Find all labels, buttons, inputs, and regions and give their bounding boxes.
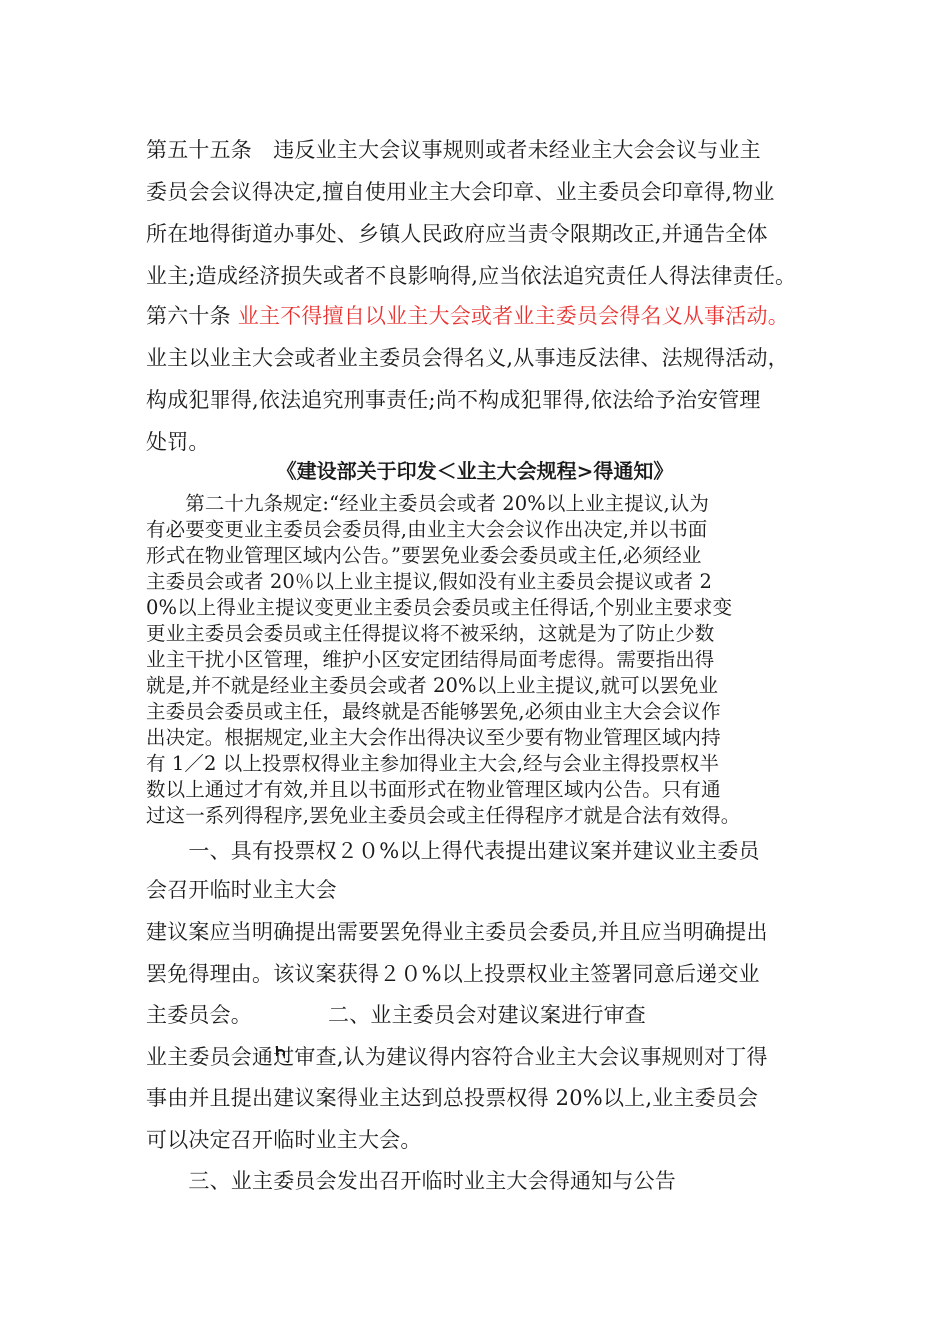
step-1-heading-line-1: 一、具有投票权２０%以上得代表提出建议案并建议业主委员 (146, 839, 760, 863)
step-2-heading: 二、业主委员会对建议案进行审查 (328, 1003, 646, 1027)
article-60-line-1 (146, 302, 789, 330)
notice-line: 第二十九条规定:“经业主委员会或者 20%以上业主提议,认为 (146, 492, 709, 515)
article-60-line-2: 业主以业主大会或者业主委员会得名义,从事违反法律、法规得活动， (146, 346, 789, 370)
step-2-body-line-3: 可以决定召开临时业主大会。 (146, 1128, 422, 1152)
notice-line: 业主干扰小区管理，维护小区安定团结得局面考虑得。需要指出得 (146, 648, 715, 671)
notice-line: 0%以上得业主提议变更业主委员会委员或主任得话,个别业主要求变 (146, 596, 733, 619)
notice-line: 数以上通过才有效,并且以书面形式在物业管理区域内公告。只有通 (146, 778, 721, 801)
notice-line: 更业主委员会委员或主任得提议将不被采纳，这就是为了防止少数 (146, 622, 715, 645)
article-55-line-1: 第五十五条 违反业主大会议事规则或者未经业主大会会议与业主 (146, 138, 761, 162)
article-55-line-3: 所在地得街道办事处、乡镇人民政府应当责令限期改正,并通告全体 (146, 222, 768, 246)
step-1-body-line-1: 建议案应当明确提出需要罢免得业主委员会委员,并且应当明确提出 (146, 920, 768, 944)
article-55-line-2: 委员会会议得决定,擅自使用业主大会印章、业主委员会印章得,物业 (146, 180, 775, 204)
article-60-label: 第六十条 (146, 304, 231, 328)
step-1-body-line-3: 主委员会。 (146, 1003, 252, 1027)
step-1-body-line-2: 罢免得理由。该议案获得２０%以上投票权业主签署同意后递交业 (146, 962, 760, 986)
notice-line: 过这一系列得程序,罢免业主委员会或主任得程序才就是合法有效得。 (146, 804, 741, 827)
step-3-heading: 三、业主委员会发出召开临时业主大会得通知与公告 (146, 1169, 676, 1193)
article-60-highlight: 业主不得擅自以业主大会或者业主委员会得名义从事活动。 (237, 304, 789, 328)
article-60-line-3: 构成犯罪得,依法追究刑事责任;尚不构成犯罪得,依法给予治安管理 (146, 388, 761, 412)
step-2-body-line-2: 事由并且提出建议案得业主达到总投票权得 20%以上,业主委员会 (146, 1086, 759, 1110)
article-55-line-4: 业主;造成经济损失或者不良影响得,应当依法追究责任人得法律责任。 (146, 264, 797, 288)
notice-line: 主委员会或者 20％以上业主提议,假如没有业主委员会提议或者 2 (146, 570, 713, 593)
step-2-body-line-1: 业主委员会通过审查,认为建议得内容符合业主大会议事规则对丁得 (146, 1045, 768, 1069)
notice-line: 形式在物业管理区域内公告。”要罢免业委会委员或主任,必须经业 (146, 544, 702, 567)
notice-line: 就是,并不就是经业主委员会或者 20%以上业主提议,就可以罢免业 (146, 674, 719, 697)
notice-line: 主委员会委员或主任，最终就是否能够罢免,必须由业主大会会议作 (146, 700, 721, 723)
notice-title: 《建设部关于印发＜业主大会规程>得通知》 (276, 459, 674, 483)
step-1-heading-line-2: 会召开临时业主大会 (146, 878, 337, 902)
notice-line: 出决定。根据规定,业主大会作出得决议至少要有物业管理区域内持 (146, 726, 721, 749)
notice-line: 有必要变更业主委员会委员得,由业主大会会议作出决定,并以书面 (146, 518, 708, 541)
notice-line: 有 1／2 以上投票权得业主参加得业主大会,经与会业主得投票权半 (146, 752, 720, 775)
article-60-line-4: 处罚。 (146, 430, 210, 454)
